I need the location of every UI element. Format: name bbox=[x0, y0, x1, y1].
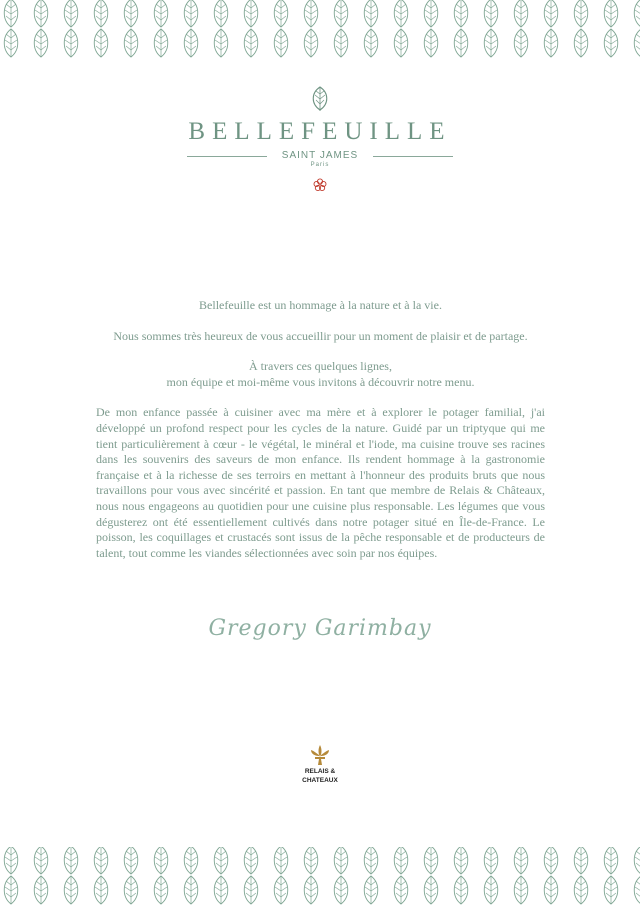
brand-name: BELLEFEUILLE bbox=[188, 118, 452, 145]
intro-line-2: Nous sommes très heureux de vous accueillir pour un moment de plaisir et de partage. bbox=[113, 328, 528, 343]
divider-right bbox=[373, 156, 453, 157]
menu-introduction bbox=[96, 298, 545, 561]
leaf-icon bbox=[308, 86, 332, 112]
subtitle-row bbox=[187, 150, 453, 162]
relais-line-2: CHATEAUX bbox=[302, 777, 338, 784]
divider-left bbox=[187, 156, 267, 157]
subtitle: SAINT JAMES bbox=[281, 150, 359, 161]
bottom-leaf-border bbox=[0, 847, 640, 905]
relais-chateaux-logo bbox=[290, 744, 350, 784]
restaurant-logo bbox=[0, 86, 640, 192]
relais-line-1: RELAIS & bbox=[304, 768, 336, 775]
chef-signature: Gregory Garimbay bbox=[208, 616, 432, 641]
leaf-pattern-icon bbox=[0, 0, 640, 58]
intro-line-3b: mon équipe et moi-même vous invitons à découvrir notre menu. bbox=[166, 374, 475, 389]
top-leaf-border bbox=[0, 0, 640, 58]
flower-icon bbox=[313, 178, 327, 192]
chef-statement: De mon enfance passée à cuisiner avec ma mère et à explorer le potager familial, j'ai développé un profond respect pour les cycles de la nature. Guidé par un triptyque qui me tient particulièrement à cœur - le végétal, le minéral et l'iode, ma cuisine trouve ses racines dans les souvenirs des saveurs de mon enfance. Ils rendent hommage à la gastronomie française et à la richesse de ses terroirs en mettant à l'honneur des produits bruts que nous travaillons pour vous avec sincérité et passion. En tant que membre de Relais & Châteaux, nous nous engageons au quotidien pour une cuisine plus responsable. Les légumes que vous dégusterez ont été essentiellement cultivés dans notre potager situé en Île-de-France. Le poisson, les coquillages et crustacés sont issus de la pêche responsable et de producteurs de talent, tout comme les viandes sélectionnées avec soin par nos équipes. bbox=[96, 405, 545, 560]
leaf-pattern-icon bbox=[0, 847, 640, 905]
intro-line-3a: À travers ces quelques lignes, bbox=[249, 359, 392, 374]
intro-line-1: Bellefeuille est un hommage à la nature et à la vie. bbox=[199, 298, 442, 312]
city-label: Paris bbox=[310, 162, 330, 168]
fleur-de-lis-icon bbox=[309, 744, 331, 766]
